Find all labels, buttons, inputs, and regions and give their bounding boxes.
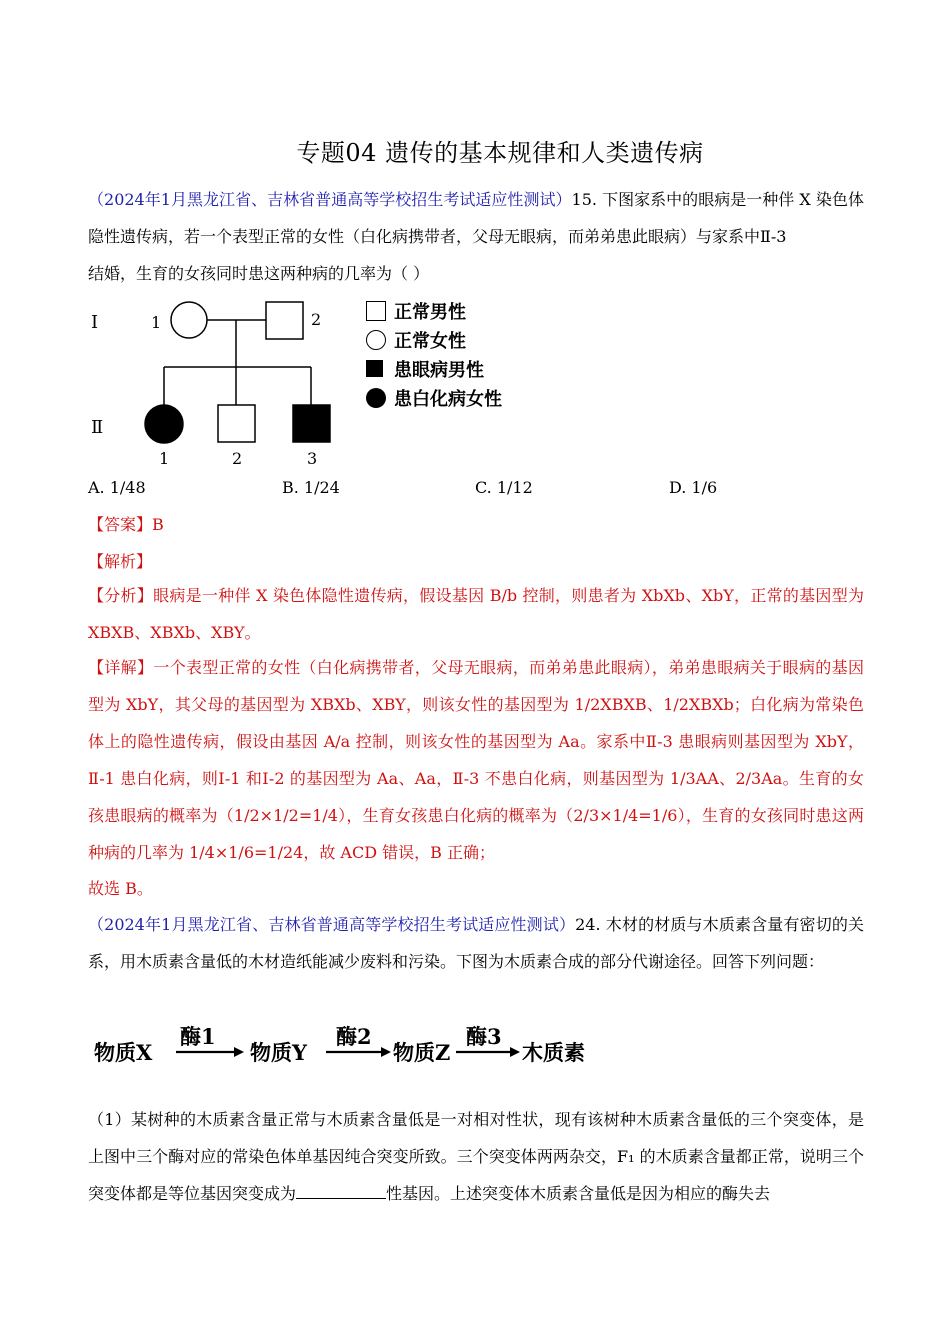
- q24-source: （2024年1月黑龙江省、吉林省普通高等学校招生考试适应性测试）: [88, 915, 576, 934]
- choice-b: B. 1/24: [282, 478, 340, 497]
- enzyme-3: 酶3: [466, 1024, 502, 1049]
- legend-albinism-female: 患白化病女性: [366, 383, 502, 412]
- answer-blank[interactable]: [296, 1182, 386, 1199]
- i2-normal-male: [266, 302, 303, 339]
- substance-y: 物质Y: [250, 1040, 307, 1065]
- open-square-icon: [366, 301, 386, 321]
- legend-normal-male: 正常男性: [366, 296, 502, 325]
- ii3-eye-disease-male: [293, 405, 330, 442]
- filled-square-icon: [366, 360, 383, 377]
- ii1-albinism-female: [145, 405, 183, 443]
- q15-final: 故选 B。: [88, 879, 153, 898]
- pedigree-legend: [366, 296, 502, 412]
- legend-normal-female: 正常女性: [366, 325, 502, 354]
- q15-source: （2024年1月黑龙江省、吉林省普通高等学校招生考试适应性测试）: [88, 190, 572, 209]
- choice-d: D. 1/6: [669, 478, 718, 497]
- ii2-number: 2: [232, 449, 243, 468]
- ii1-number: 1: [159, 449, 170, 468]
- q15-analysis-heading: 【解析】: [88, 552, 153, 571]
- arrow-1-head: [234, 1047, 244, 1057]
- q15-stem-b: 色体隐性遗传病，若一个表型正常的女性（白化病携带者，父母无眼病，而弟弟患此眼病）与家系中Ⅱ-3: [88, 190, 864, 246]
- answer-value: B: [152, 515, 164, 534]
- arrow-3-head: [510, 1047, 520, 1057]
- filled-circle-icon: [366, 388, 386, 408]
- page-title: 专题04 遗传的基本规律和人类遗传病: [296, 139, 704, 167]
- lignin-pathway-diagram: [88, 1020, 608, 1070]
- choice-a: A. 1/48: [88, 478, 146, 497]
- substance-z: 物质Z: [393, 1040, 451, 1065]
- arrow-2-head: [381, 1047, 391, 1057]
- legend-eye-disease-male: 患眼病男性: [366, 354, 502, 383]
- pedigree-chart: [85, 295, 345, 475]
- q15-stem-a: 15. 下图家系中的眼病是一种伴 X 染: [571, 190, 832, 209]
- i2-number: 2: [311, 310, 322, 329]
- lignin: 木质素: [522, 1040, 585, 1065]
- q15-fenxi: 【分析】眼病是一种伴 X 染色体隐性遗传病，假设基因 B/b 控制，则患者为 XbXb、XbY，正常的基因型为 XBXB、XBXb、XBY。: [88, 586, 864, 642]
- q24-sub1: （1）某树种的木质素含量正常与木质素含量低是一对相对性状，现有该树种木质素含量低的三个突变体，是上图中三个酶对应的常染色体单基因纯合突变所致。三个突变体两两杂交，F₁ 的木质素含量都正常，说明三个突变体都是等位基因突变成为 性基因。上述突变体木质素含量低是因为相应的酶失去: [88, 1110, 864, 1203]
- i1-number: 1: [151, 313, 162, 332]
- ii2-normal-male: [218, 405, 255, 442]
- choice-c: C. 1/12: [475, 478, 533, 497]
- q15-stem: [88, 181, 864, 292]
- q24-stem: （2024年1月黑龙江省、吉林省普通高等学校招生考试适应性测试）24. 木材的材质与木质素含量有密切的关系，用木质素含量低的木材造纸能减少废料和污染。下图为木质素合成的部分代谢途径。回答下列问题：: [88, 915, 864, 971]
- enzyme-1: 酶1: [180, 1024, 216, 1049]
- generation-1-label: Ⅰ: [91, 312, 99, 333]
- enzyme-2: 酶2: [336, 1024, 372, 1049]
- q15-answer: 【答案】B: [88, 515, 164, 534]
- substance-x: 物质X: [94, 1040, 153, 1065]
- q15-stem-c: 结婚，生育的女孩同时患这两种病的几率为（ ）: [88, 264, 430, 283]
- i1-normal-female: [171, 302, 207, 338]
- generation-2-label: Ⅱ: [91, 417, 104, 438]
- q15-xiangjie: 【详解】一个表型正常的女性（白化病携带者，父母无眼病，而弟弟患此眼病），弟弟患眼病关于眼病的基因型为 XbY，其父母的基因型为 XBXb、XBY，则该女性的基因型为 1/2XBXB、1/2XBXb；白化病为常染色体上的隐性遗传病，假设由基因 A/a 控制，则该女性的基因型为 Aa。家系中Ⅱ-3 患眼病则基因型为 XbY，Ⅱ-1 患白化病，则Ⅰ-1 和Ⅰ-2 的基因型为 Aa、Aa，Ⅱ-3 不患白化病，则基因型为 1/3AA、2/3Aa。生育的女孩患眼病的概率为（1/2×1/2=1/4），生育女孩患白化病的概率为（2/3×1/4=1/6），生育的女孩同时患这两种病的几率为 1/4×1/6=1/24，故 ACD 错误，B 正确；: [88, 658, 864, 862]
- open-circle-icon: [366, 330, 386, 350]
- ii3-number: 3: [307, 449, 318, 468]
